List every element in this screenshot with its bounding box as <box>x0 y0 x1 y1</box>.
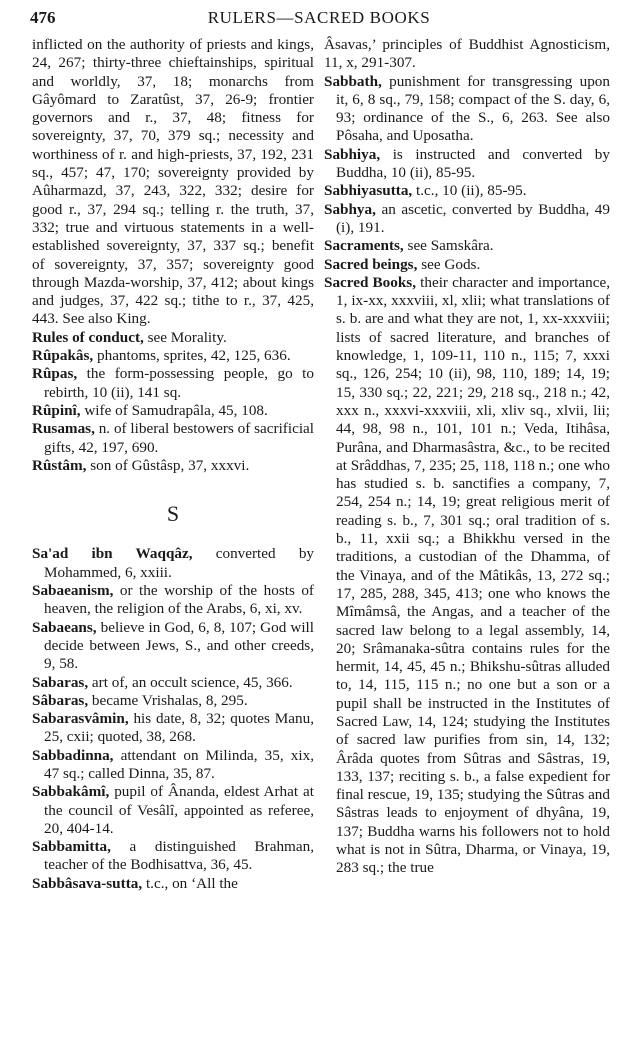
index-entry <box>32 875 314 893</box>
entry-headword: Sabhya, <box>324 200 376 218</box>
section-letter: S <box>166 501 180 527</box>
left-column <box>32 36 314 893</box>
index-entry <box>324 73 610 146</box>
entry-headword: Rûpas, <box>32 365 78 383</box>
index-entry <box>32 545 314 582</box>
entry-headword: Rûpakâs, <box>32 347 94 365</box>
entry-headword: Sabhiya, <box>324 145 381 163</box>
index-entry <box>324 274 610 878</box>
index-entry <box>32 365 314 402</box>
entry-text: attendant on Milinda, 35, xix, 47 sq.; called Dinna, 35, 87. <box>44 746 314 782</box>
entry-text: pupil of Ânanda, eldest Arhat at the council of Vesâlî, appointed as referee, 20, 404-14. <box>44 783 314 837</box>
entries-s <box>32 545 314 893</box>
entry-headword: Sacred Books, <box>324 273 417 291</box>
entry-text: his date, 8, 32; quotes Manu, 25, cxii; quoted, 38, 268. <box>44 710 314 746</box>
entry-headword: Rûstâm, <box>32 456 87 474</box>
index-entry <box>324 256 610 274</box>
index-entry <box>32 692 314 710</box>
index-entry <box>32 838 314 875</box>
entry-headword: Sâbaras, <box>32 691 89 709</box>
index-entry <box>32 329 314 347</box>
index-entry <box>324 182 610 200</box>
index-entry <box>32 710 314 747</box>
index-entry <box>32 674 314 692</box>
entry-headword: Sabhiyasutta, <box>324 182 413 200</box>
entry-text: believe in God, 6, 8, 107; God will decide between Jews, S., and other creeds, 9, 58. <box>44 618 314 673</box>
entry-text: became Vrishalas, 8, 295. <box>88 691 248 709</box>
index-entry <box>32 402 314 420</box>
page-number: 476 <box>30 8 56 27</box>
entries-right <box>324 73 610 878</box>
entry-headword: Sacraments, <box>324 237 404 255</box>
entry-text: see Samskâra. <box>403 237 494 255</box>
entry-text: the form-possessing people, go to rebirth, 10 (ii), 141 sq. <box>44 365 314 401</box>
entry-headword: Rusamas, <box>32 420 95 438</box>
entry-text: is instructed and converted by Buddha, 10 (ii), 85-95. <box>336 145 610 182</box>
entry-text: n. of liberal bestowers of sacrificial gifts, 42, 197, 690. <box>44 420 314 456</box>
entry-headword: Sabbâsava-sutta, <box>32 874 143 892</box>
entry-headword: Sabaeans, <box>32 618 97 636</box>
entry-headword: Sabaeanism, <box>32 582 114 600</box>
entry-headword: Sabbadinna, <box>32 746 114 764</box>
continued-entry-rulers: inflicted on the authority of priests and kings, 24, 267; thirty-three chieftainships, spiritual and worldly, 37, 18; monarchs from Gâyômard to Zaratûst, 37, 26-9; frontier governors and r., 37, 48; fitness for sovereignty, 37, 70, 379 sq.; necessity and worthiness of r. and high-priests, 37, 192, 231 sq., 457; 47, 170; sovereignty provided by Aûharmazd, 37, 243, 322, 332; desire for good r., 37, 294 sq.; telling r. the truth, 37, 332; true and virtuous statements in a well-established sovereignty, 37, 337 sq.; benefit of sovereignty, 37, 357; sovereignty good through Mazda-worship, 37, 412; about kings and judges, 37, 422 sq.; tithe to r., 37, 425, 443. See also King. <box>32 36 314 328</box>
index-entry <box>32 347 314 365</box>
entry-headword: Rules of conduct, <box>32 328 144 346</box>
entry-text: or the worship of the hosts of heaven, the religion of the Arabs, 6, xi, xv. <box>44 582 314 618</box>
entry-text: their character and importance, 1, ix-xx, xxxviii, xl, xlii; what translations of s. b. are and what they are not, 1, xx-xxxviii; lists of sacred literature, and branches of knowledge, 1, 109-11, 110 n., 115; 7, xxxi sq., 126, 254; 10 (ii), 98, 110, 189; 14, 19; 15, 330 sq.; 22, 221; 29, 218 sq., 218 n.; 42, xxx n., xxxvi-xxxviii, xli, xliv sq., xlvii, lii; 44, 98, 98 n., 101, 101 n.; Veda, Itihâsa, Purâna, and Dharmasâstra, &c., to be recited at Srâddhas, 7, 235; 25, 118, 118 n.; one who has studied s. b. sanctifies a company, 7, 254, 254 n.; 14, 19; great religious merit of reading s. b., 7, 301 sq.; oral tradition of s. b., 11, xxii sq.; a Bhikkhu versed in the traditions, a custodian of the Dhamma, of the Vinaya, and of the Mâtikâs, 13, 272 sq.; 17, 285, 288, 345, 413; one who knows the Mîmâmsâ, the Angas, and a teacher of the sacred law belong to a legal assembly, 14, 20; Srâmanaka-sûtra contains rules for the hermit, 14, 45, 45 n.; Bhikshu-sûtras alluded to, 14, 115, 115 n.; no one but a son or a pupil shall be instructed in the Institutes of Sacred Law, 14, 124; studying the Institutes of sacred law purifies from sin, 14, 132; Ârâda quotes from Sûtras and Sâstras, 19, 133, 137; reciting s. b., a false expedient for final rescue, 19, 135; studying the Sûtras and Sâstras leads to enjoyment of dhyâna, 19, 137; Buddha warns his followers not to hold what is not in Sûtra, Dharma, or Vinaya, 19, 283 sq.; the true <box>336 273 610 877</box>
entry-text: t.c., on ‘All the <box>142 874 238 892</box>
index-entry <box>32 619 314 674</box>
entry-headword: Sabbath, <box>324 72 382 90</box>
index-entry <box>32 457 314 475</box>
entry-headword: Rûpinî, <box>32 401 81 419</box>
entry-text: an ascetic, converted by Buddha, 49 (i), 191. <box>336 200 610 236</box>
entry-text: see Gods. <box>417 255 481 273</box>
right-column <box>324 36 610 878</box>
page-header <box>30 8 608 32</box>
entry-text: phantoms, sprites, 42, 125, 636. <box>93 347 291 365</box>
entry-headword: Sabbamitta, <box>32 838 111 856</box>
entry-text: son of Gûstâsp, 37, xxxvi. <box>86 456 250 474</box>
entry-text: punishment for transgressing upon it, 6, 8 sq., 79, 158; compact of the S. day, 6, 93; ordinance of the S., 6, 263. See also Pôsaha, and Uposatha. <box>336 72 610 145</box>
index-entry <box>324 146 610 183</box>
entry-text: t.c., 10 (ii), 85-95. <box>412 182 527 200</box>
index-entry <box>32 783 314 838</box>
entry-text: a distinguished Brahman, teacher of the Bodhisattva, 36, 45. <box>44 838 314 874</box>
entry-headword: Sabarasvâmin, <box>32 710 129 728</box>
index-entry <box>32 420 314 457</box>
entry-headword: Sacred beings, <box>324 255 418 273</box>
entry-headword: Sabbakâmî, <box>32 783 110 801</box>
entry-text: wife of Samudrapâla, 45, 108. <box>80 401 268 419</box>
entry-headword: Sabaras, <box>32 673 89 691</box>
entry-text: art of, an occult science, 45, 366. <box>88 673 293 691</box>
index-entry <box>324 201 610 238</box>
index-entry <box>32 747 314 784</box>
continued-entry-sabbasava: Âsavas,’ principles of Buddhist Agnosticism, 11, x, 291-307. <box>324 36 610 72</box>
entry-text: converted by Mohammed, 6, xxiii. <box>44 545 315 581</box>
index-entry <box>32 582 314 619</box>
running-head: RULERS—SACRED BOOKS <box>207 8 431 27</box>
entry-text: see Morality. <box>143 328 227 346</box>
index-entry <box>324 237 610 255</box>
entry-headword: Sa'ad ibn Waqqâz, <box>32 545 193 563</box>
entries-r <box>32 329 314 475</box>
